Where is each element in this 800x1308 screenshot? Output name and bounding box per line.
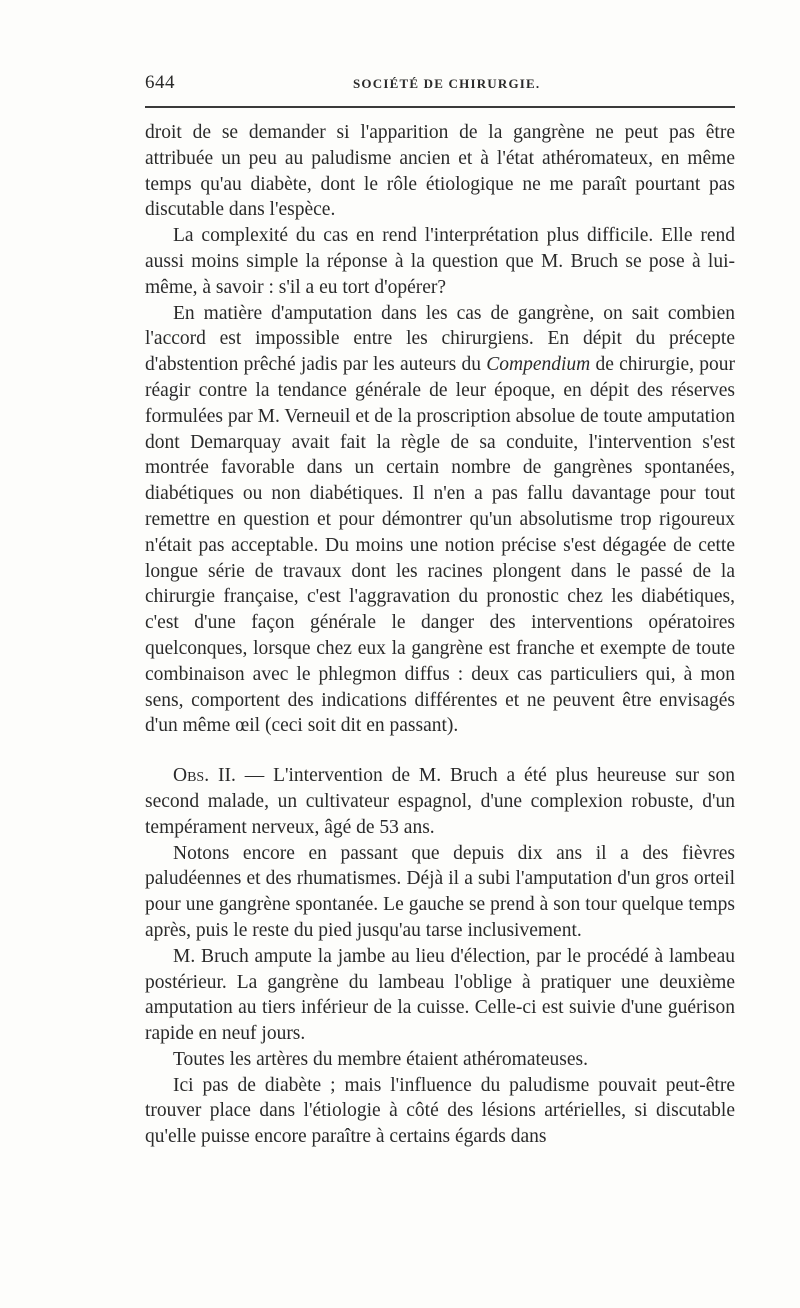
page-header xyxy=(145,72,735,100)
paragraph: La complexité du cas en rend l'interprétation plus difficile. Elle rend aussi moins simple la réponse à la question que M. Bruch se pose à lui-même, à savoir : s'il a eu tort d'opérer? xyxy=(145,225,735,298)
paragraph xyxy=(145,301,735,740)
italic-term: Compendium xyxy=(486,354,591,376)
observation-paragraph xyxy=(145,763,735,840)
body-text xyxy=(145,120,735,1150)
observation-label: Obs. II. xyxy=(173,765,236,787)
paragraph-text: de chirurgie, pour réagir contre la tendance générale de leur époque, en dépit des réserves formulées par M. Verneuil et de la proscription absolue de toute amputation dont Demarquay avait fait la règle de sa conduite, l'intervention s'est montrée favorable dans un certain nombre de gangrènes spontanées, diabétiques ou non diabétiques. Il n'en a pas fallu davantage pour tout remettre en question et pour démontrer qu'un absolutisme trop rigoureux n'était pas acceptable. Du moins une notion précise s'est dégagée de cette longue série de travaux dont les racines plongent dans le passé de la chirurgie française, c'est l'aggravation du pronostic chez les diabétiques, c'est d'une façon générale le danger des interventions opératoires quelconques, lorsque chez eux la gangrène est franche et exempte de toute combinaison avec le phlegmon diffus : deux cas particuliers qui, à mon sens, comportent des indications différentes et ne peuvent être envisagés d'un même œil (ceci soit dit en passant). xyxy=(145,354,735,737)
paragraph: M. Bruch ampute la jambe au lieu d'élection, par le procédé à lambeau postérieur. La gangrène du lambeau l'oblige à pratiquer une deuxième amputation au tiers inférieur de la cuisse. Celle-ci est suivie d'une guérison rapide en neuf jours. xyxy=(145,945,735,1045)
paragraph: droit de se demander si l'apparition de la gangrène ne peut pas être attribuée un peu au paludisme ancien et à l'état athéromateux, en même temps qu'au diabète, dont le rôle étiologique ne me paraît pourtant pas discutable dans l'espèce. xyxy=(145,122,735,221)
paragraph: Toutes les artères du membre étaient athéromateuses. xyxy=(173,1048,589,1070)
page-number: 644 xyxy=(145,72,175,93)
running-title: SOCIÉTÉ DE CHIRURGIE. xyxy=(353,76,541,91)
paragraph: Notons encore en passant que depuis dix ans il a des fièvres paludéennes et des rhumatismes. Déjà il a subi l'amputation d'un gros orteil pour une gangrène spontanée. Le gauche se prend à son tour quelque temps après, puis le reste du pied jusqu'au tarse inclusivement. xyxy=(145,842,735,941)
paragraph-text: — L'intervention de M. Bruch a été plus heureuse sur son second malade, un cultivateur espagnol, d'une complexion robuste, d'un tempérament nerveux, âgé de 53 ans. xyxy=(145,765,735,838)
header-rule xyxy=(145,106,735,108)
paragraph: Ici pas de diabète ; mais l'influence du paludisme pouvait peut-être trouver place dans l'étiologie à côté des lésions artérielles, si discutable qu'elle puisse encore paraître à certains égards dans xyxy=(145,1074,735,1148)
paragraph-text: En matière d'amputation dans les cas de gangrène, on sait combien l'accord est impossible entre les chirurgiens. En dépit du précepte d'abstention prêché jadis par les auteurs du xyxy=(145,302,735,376)
